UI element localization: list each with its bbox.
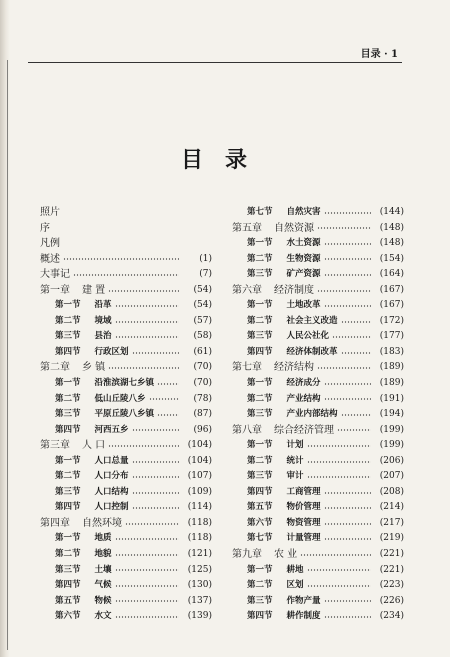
- toc-page-number: (114): [187, 502, 212, 513]
- dot-leader: [115, 566, 179, 574]
- toc-entry-title: 耕作制度: [286, 611, 321, 622]
- dot-leader: [307, 473, 371, 481]
- toc-page-number: (199): [379, 440, 404, 451]
- dot-leader: [324, 504, 371, 512]
- toc-entry-title: 地质: [94, 533, 112, 544]
- toc-page-number: (208): [379, 486, 404, 497]
- toc-page-number: (191): [379, 393, 404, 404]
- toc-entry-label: 第二节: [55, 549, 81, 560]
- toc-entry: [232, 609, 404, 625]
- toc-page-number: (221): [379, 549, 404, 560]
- dot-leader: [317, 287, 371, 295]
- toc-entry-title: 乡 镇: [82, 362, 106, 374]
- toc-entry-label: 第三节: [247, 471, 273, 482]
- toc-entry-label: 第四节: [247, 346, 273, 357]
- dot-leader: [115, 597, 179, 605]
- toc-entry-label: 第四节: [247, 611, 273, 622]
- toc-entry-label: 第七章: [232, 362, 262, 374]
- dot-leader: [149, 395, 179, 403]
- toc-page-number: (78): [193, 393, 212, 404]
- toc-entry-title: 人 口: [82, 440, 106, 452]
- toc-entry-title: 自然环境: [82, 517, 122, 529]
- toc-entry: [40, 392, 212, 408]
- dot-leader: [63, 255, 179, 263]
- toc-entry: [232, 516, 404, 532]
- toc-entry-title: 人口结构: [94, 486, 129, 497]
- dot-leader: [132, 349, 179, 357]
- toc-entry-label: 第三节: [247, 595, 273, 606]
- toc-entry-title: 人口控制: [94, 502, 129, 513]
- toc-entry-label: 第一节: [55, 533, 81, 544]
- toc-entry-label: 第五节: [247, 502, 273, 513]
- toc-entry-label: 第八章: [232, 424, 262, 436]
- toc-entry-label: 第四节: [55, 424, 81, 435]
- toc-entry-title: 平原丘陵八乡镇: [94, 409, 155, 420]
- dot-leader: [324, 271, 371, 279]
- toc-entry-label: 概述: [40, 253, 60, 265]
- book-spine-shadow: [0, 0, 10, 657]
- toc-entry-label: 第四节: [55, 346, 81, 357]
- dot-leader: [324, 302, 371, 310]
- dot-leader: [132, 489, 179, 497]
- dot-leader: [324, 240, 371, 248]
- toc-entry-label: 第二节: [247, 393, 273, 404]
- toc-entry: [40, 298, 212, 314]
- toc-entry: [40, 345, 212, 361]
- toc-entry-title: 自然灾害: [286, 207, 321, 217]
- toc-entry: [40, 376, 212, 392]
- toc-entry-title: 统计: [286, 455, 304, 466]
- toc-entry: [232, 578, 404, 594]
- dot-leader: [317, 224, 371, 232]
- toc-entry: [40, 407, 212, 423]
- toc-page-number: (148): [379, 238, 404, 249]
- toc-page-number: (217): [379, 517, 404, 528]
- toc-entry-label: 第一节: [247, 378, 273, 389]
- toc-entry: [232, 267, 404, 283]
- toc-page-number: (87): [193, 409, 212, 420]
- toc-entry: [232, 345, 404, 361]
- toc-entry-label: 第三节: [55, 331, 81, 342]
- toc-page-number: (207): [379, 471, 404, 482]
- toc-entry-title: 物价管理: [286, 502, 321, 513]
- toc-entry-title: 区划: [286, 580, 304, 591]
- toc-page-number: (172): [379, 315, 404, 326]
- toc-entry-title: 沿革: [94, 300, 112, 311]
- toc-entry-label: 第二节: [55, 471, 81, 482]
- toc-entry: [40, 423, 212, 439]
- toc-entry-label: 第三节: [247, 409, 273, 420]
- toc-entry: [40, 329, 212, 345]
- toc-entry-title: 作物产量: [286, 595, 321, 606]
- toc-entry: [40, 454, 212, 470]
- dot-leader: [132, 504, 179, 512]
- header-rule: [28, 62, 402, 63]
- dot-leader: [307, 442, 371, 450]
- toc-entry: [232, 205, 404, 221]
- toc-entry-label: 第三节: [55, 409, 81, 420]
- toc-entry: [232, 252, 404, 268]
- toc-entry: [232, 376, 404, 392]
- toc-entry: [232, 360, 404, 376]
- toc-entry-label: 第二节: [247, 253, 273, 264]
- toc-page-number: (61): [193, 346, 212, 357]
- toc-entry-label: 第三节: [247, 331, 273, 342]
- toc-page-number: (226): [379, 595, 404, 606]
- toc-entry-title: 社会主义改造: [286, 315, 338, 326]
- toc-entry: [40, 516, 212, 532]
- toc-entry: [40, 563, 212, 579]
- toc-entry-label: 第二章: [40, 362, 70, 374]
- dot-leader: [324, 535, 371, 543]
- toc-entry-title: 县治: [94, 331, 112, 342]
- toc-page-number: (125): [187, 564, 212, 575]
- dot-leader: [115, 302, 179, 310]
- toc-page-number: (189): [379, 362, 404, 373]
- toc-page-number: (164): [379, 269, 404, 280]
- toc-page-number: (118): [187, 533, 212, 544]
- toc-entry-label: 大事记: [40, 269, 70, 281]
- dot-leader: [108, 364, 179, 372]
- dot-leader: [341, 349, 371, 357]
- toc-entry: [40, 485, 212, 501]
- toc-entry-title: 工商管理: [286, 486, 321, 497]
- toc-page-number: (183): [379, 346, 404, 357]
- toc-entry-title: 人口总量: [94, 455, 129, 466]
- toc-page-number: (219): [379, 533, 404, 544]
- dot-leader: [307, 458, 371, 466]
- toc-entry-label: 第一章: [40, 284, 70, 296]
- toc-entry: [232, 236, 404, 252]
- toc-page-number: (58): [193, 331, 212, 342]
- dot-leader: [115, 613, 179, 621]
- dot-leader: [337, 426, 371, 434]
- toc-entry-title: 审计: [286, 471, 304, 482]
- toc-right-column: [232, 205, 404, 625]
- dot-leader: [324, 489, 371, 497]
- toc-entry-title: 耕地: [286, 564, 304, 575]
- toc-entry-title: 土地改革: [286, 300, 321, 311]
- toc-entry-label: 第三节: [55, 486, 81, 497]
- toc-entry-title: 人口分布: [94, 471, 129, 482]
- toc-entry-title: 综合经济管理: [274, 424, 334, 436]
- toc-page-number: (148): [379, 222, 404, 233]
- dot-leader: [341, 318, 371, 326]
- toc-page-number: (234): [379, 611, 404, 622]
- toc-entry-title: 经济结构: [274, 362, 314, 374]
- toc-entry-label: 第一节: [55, 378, 81, 389]
- dot-leader: [324, 520, 371, 528]
- toc-page-number: (167): [379, 284, 404, 295]
- dot-leader: [157, 380, 179, 388]
- toc-entry-title: 产业内部结构: [286, 409, 338, 420]
- dot-leader: [157, 411, 179, 419]
- toc-entry-label: 第一节: [55, 455, 81, 466]
- toc-entry: [232, 594, 404, 610]
- toc-entry: [40, 267, 212, 283]
- toc-entry-label: 第二节: [55, 393, 81, 404]
- toc-entry-label: 第四节: [55, 502, 81, 513]
- toc-entry: [232, 314, 404, 330]
- dot-leader: [324, 613, 371, 621]
- toc-entry: [40, 500, 212, 516]
- running-header: 目录 · 1: [360, 49, 398, 60]
- toc-entry: [232, 563, 404, 579]
- toc-entry-title: 建 置: [82, 284, 106, 296]
- dot-leader: [115, 333, 179, 341]
- toc-entry-label: 第九章: [232, 549, 262, 561]
- dot-leader: [317, 364, 371, 372]
- toc-entry: [40, 314, 212, 330]
- toc-entry-title: 经济体制改革: [286, 346, 338, 357]
- toc-page-number: (221): [379, 564, 404, 575]
- toc-entry-label: 第四节: [55, 580, 81, 591]
- toc-entry: [40, 360, 212, 376]
- toc-page-number: (1): [199, 253, 212, 264]
- toc-entry-title: 物候: [94, 595, 112, 606]
- toc-entry: [232, 298, 404, 314]
- toc-entry-label: 照片: [40, 207, 60, 218]
- dot-leader: [108, 442, 179, 450]
- dot-leader: [324, 597, 371, 605]
- dot-leader: [115, 551, 179, 559]
- toc-page-number: (137): [187, 595, 212, 606]
- dot-leader: [108, 287, 179, 295]
- page-title: 目录: [180, 147, 269, 173]
- dot-leader: [132, 426, 179, 434]
- toc-entry-title: 生物资源: [286, 253, 321, 264]
- toc-entry: [232, 438, 404, 454]
- toc-entry-title: 地貌: [94, 549, 112, 560]
- toc-entry-title: 计划: [286, 440, 304, 451]
- toc-page-number: (144): [379, 207, 404, 217]
- dot-leader: [125, 520, 179, 528]
- toc-page-number: (189): [379, 378, 404, 389]
- dot-leader: [324, 380, 371, 388]
- toc-entry: [40, 438, 212, 454]
- toc-page-number: (154): [379, 253, 404, 264]
- toc-entry-title: 矿产资源: [286, 269, 321, 280]
- toc-entry: [40, 252, 212, 268]
- toc-entry: [40, 609, 212, 625]
- toc-entry: [232, 547, 404, 563]
- dot-leader: [307, 566, 371, 574]
- toc-entry: [40, 578, 212, 594]
- toc-entry-label: 第一节: [55, 300, 81, 311]
- toc-entry-label: 第一节: [247, 300, 273, 311]
- dot-leader: [332, 333, 371, 341]
- toc-left-column: [40, 205, 212, 625]
- toc-entry-title: 计量管理: [286, 533, 321, 544]
- toc-page-number: (70): [193, 362, 212, 373]
- toc-entry: [232, 423, 404, 439]
- toc-page-number: (54): [193, 300, 212, 311]
- toc-entry-label: 第四节: [247, 486, 273, 497]
- toc-page-number: (7): [199, 269, 212, 280]
- dot-leader: [115, 318, 179, 326]
- dot-leader: [307, 582, 371, 590]
- toc-entry-label: 第二节: [247, 580, 273, 591]
- toc-entry: [40, 221, 212, 237]
- toc-entry-title: 河西五乡: [94, 424, 129, 435]
- toc-entry-title: 气候: [94, 580, 112, 591]
- toc-page-number: (199): [379, 424, 404, 435]
- toc-entry-label: 第三章: [40, 440, 70, 452]
- toc-entry-label: 第一节: [247, 238, 273, 249]
- toc-entry-title: 自然资源: [274, 222, 314, 234]
- toc-entry-title: 低山丘陵八乡: [94, 393, 146, 404]
- toc-entry-label: 第三节: [55, 564, 81, 575]
- toc-entry-label: 第二节: [55, 315, 81, 326]
- toc-entry-label: 第二节: [247, 455, 273, 466]
- toc-page-number: (167): [379, 300, 404, 311]
- toc-entry: [40, 547, 212, 563]
- toc-entry-title: 水土资源: [286, 238, 321, 249]
- toc-entry: [232, 407, 404, 423]
- toc-page-number: (177): [379, 331, 404, 342]
- toc-page-number: (223): [379, 580, 404, 591]
- toc-entry-label: 第六节: [247, 517, 273, 528]
- toc-entry-title: 人民公社化: [286, 331, 330, 342]
- toc-entry-label: 序: [40, 222, 50, 234]
- toc-entry-label: 第七节: [247, 533, 273, 544]
- toc-entry-title: 经济制度: [274, 284, 314, 296]
- toc-entry-label: 第四章: [40, 517, 70, 529]
- toc-page-number: (118): [187, 517, 212, 528]
- toc-page-number: (54): [193, 284, 212, 295]
- toc-page-number: (109): [187, 486, 212, 497]
- toc-entry-title: 行政区划: [94, 346, 129, 357]
- toc-entry-label: 第六章: [232, 284, 262, 296]
- toc-entry: [232, 469, 404, 485]
- dot-leader: [324, 395, 371, 403]
- toc-entry-title: 土壤: [94, 564, 112, 575]
- toc-entry-title: 境域: [94, 315, 112, 326]
- toc-page-number: (194): [379, 409, 404, 420]
- toc-page-number: (206): [379, 455, 404, 466]
- toc-page-number: (96): [193, 424, 212, 435]
- toc-page-number: (57): [193, 315, 212, 326]
- toc-entry-label: 第五章: [232, 222, 262, 234]
- toc-entry-title: 物资管理: [286, 517, 321, 528]
- toc-entry: [232, 283, 404, 299]
- toc-entry: [40, 283, 212, 299]
- toc-entry: [232, 454, 404, 470]
- dot-leader: [324, 255, 371, 263]
- toc-entry: [40, 531, 212, 547]
- toc-page-number: (121): [187, 549, 212, 560]
- toc-entry-label: 第二节: [247, 315, 273, 326]
- toc-entry: [232, 500, 404, 516]
- toc-page-number: (104): [187, 455, 212, 466]
- toc-entry: [232, 392, 404, 408]
- dot-leader: [300, 551, 371, 559]
- toc-entry-label: 第七节: [247, 207, 273, 217]
- toc-page-number: (130): [187, 580, 212, 591]
- toc-entry-label: 第五节: [55, 595, 81, 606]
- dot-leader: [341, 411, 371, 419]
- toc-entry-title: 沿淮滨湖七乡镇: [94, 378, 155, 389]
- toc-entry-label: 第一节: [247, 440, 273, 451]
- toc-entry-label: 第一节: [247, 564, 273, 575]
- toc-entry-label: 凡例: [40, 238, 60, 250]
- toc-page-number: (214): [379, 502, 404, 513]
- dot-leader: [73, 271, 179, 279]
- toc-entry-title: 水文: [94, 611, 112, 622]
- dot-leader: [324, 209, 371, 217]
- toc-entry-title: 农 业: [274, 549, 298, 561]
- toc-entry: [40, 469, 212, 485]
- dot-leader: [132, 458, 179, 466]
- toc-page-number: (104): [187, 440, 212, 451]
- toc-entry: [40, 594, 212, 610]
- toc-page-number: (70): [193, 378, 212, 389]
- toc-entry-label: 第六节: [55, 611, 81, 622]
- dot-leader: [115, 535, 179, 543]
- toc-entry-title: 产业结构: [286, 393, 321, 404]
- toc-entry: [232, 221, 404, 237]
- toc-entry-label: 第三节: [247, 269, 273, 280]
- dot-leader: [115, 582, 179, 590]
- toc-entry: [40, 236, 212, 252]
- toc-entry: [40, 205, 212, 221]
- dot-leader: [132, 473, 179, 481]
- toc-entry: [232, 485, 404, 501]
- toc-entry: [232, 531, 404, 547]
- toc-entry: [232, 329, 404, 345]
- toc-entry-title: 经济成分: [286, 378, 321, 389]
- toc-page-number: (139): [187, 611, 212, 622]
- toc-page-number: (107): [187, 471, 212, 482]
